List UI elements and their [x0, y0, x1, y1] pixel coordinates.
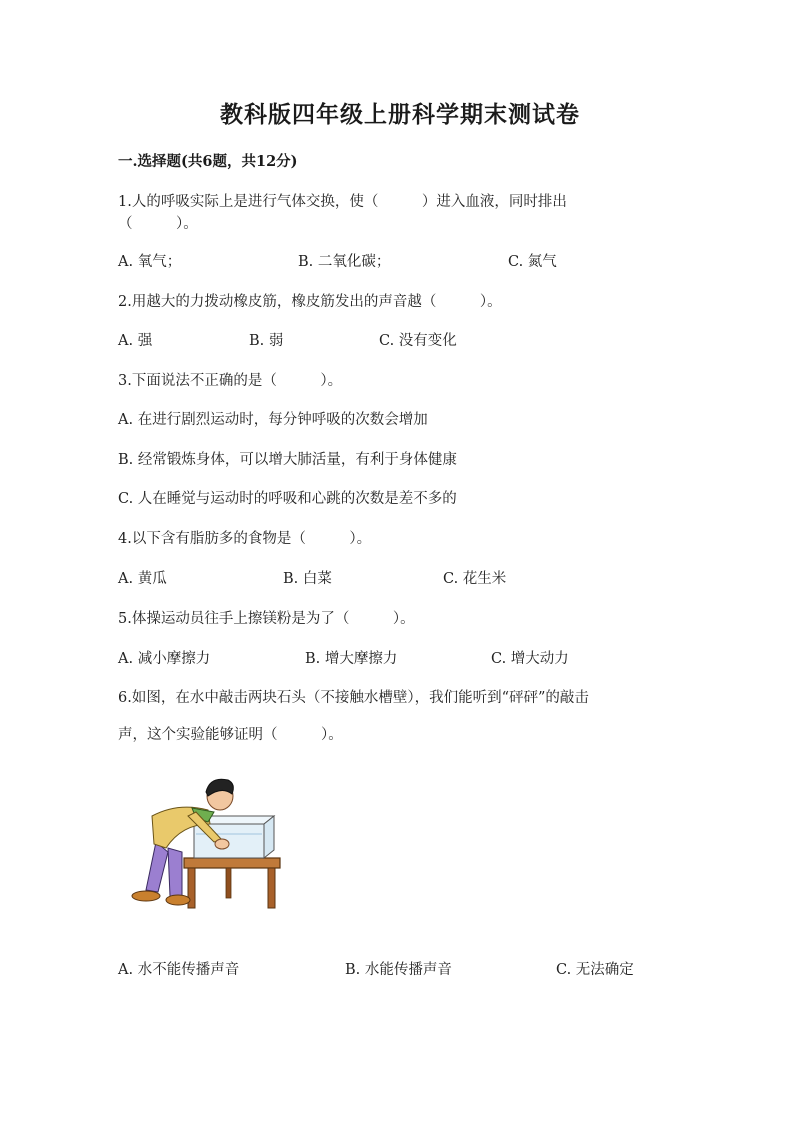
question-2-option-c: C. 没有变化	[379, 333, 457, 349]
question-3-text: 3.下面说法不正确的是（ ）。	[118, 373, 343, 389]
section-heading: 一.选择题(共6题，共12分)	[118, 153, 298, 170]
question-3-option-b: B. 经常锻炼身体，可以增大肺活量，有利于身体健康	[118, 452, 457, 468]
question-4-option-c: C. 花生米	[443, 571, 507, 587]
page-title: 教科版四年级上册科学期末测试卷	[220, 101, 580, 128]
question-5-option-c: C. 增大动力	[491, 651, 569, 667]
question-4-option-b: B. 白菜	[283, 571, 332, 587]
question-6-option-b: B. 水能传播声音	[345, 962, 452, 978]
question-6-option-a: A. 水不能传播声音	[118, 962, 240, 978]
question-3-option-c: C. 人在睡觉与运动时的呼吸和心跳的次数是差不多的	[118, 491, 457, 507]
question-5-option-a: A. 减小摩擦力	[118, 651, 211, 667]
question-6-option-c: C. 无法确定	[556, 962, 634, 978]
question-1-option-b: B. 二氧化碳；	[298, 254, 391, 270]
question-2-text: 2.用越大的力拨动橡皮筋，橡皮筋发出的声音越（ ）。	[118, 294, 502, 310]
question-5-option-b: B. 增大摩擦力	[305, 651, 398, 667]
question-4-option-a: A. 黄瓜	[118, 571, 167, 587]
person-figure	[132, 779, 233, 905]
table-shape	[184, 858, 280, 908]
question-1-option-c: C. 氮气	[508, 254, 557, 270]
question-3-option-a: A. 在进行剧烈运动时，每分钟呼吸的次数会增加	[118, 412, 428, 428]
question-4-text: 4.以下含有脂肪多的食物是（ ）。	[118, 531, 372, 547]
question-1-text-line-1: 1.人的呼吸实际上是进行气体交换，使（ ）进入血液，同时排出	[118, 194, 567, 210]
experiment-illustration	[122, 772, 292, 912]
question-1-text-line-2: （ ）。	[118, 216, 198, 232]
question-1-option-a: A. 氧气；	[118, 254, 182, 270]
question-6-text-line-1: 6.如图，在水中敲击两块石头（不接触水槽壁），我们能听到“砰砰”的敲击	[118, 690, 589, 706]
question-5-text: 5.体操运动员往手上擦镁粉是为了（ ）。	[118, 611, 415, 627]
question-2-option-a: A. 强	[118, 333, 153, 349]
question-2-option-b: B. 弱	[249, 333, 284, 349]
question-6-text-line-2: 声，这个实验能够证明（ ）。	[118, 727, 343, 743]
